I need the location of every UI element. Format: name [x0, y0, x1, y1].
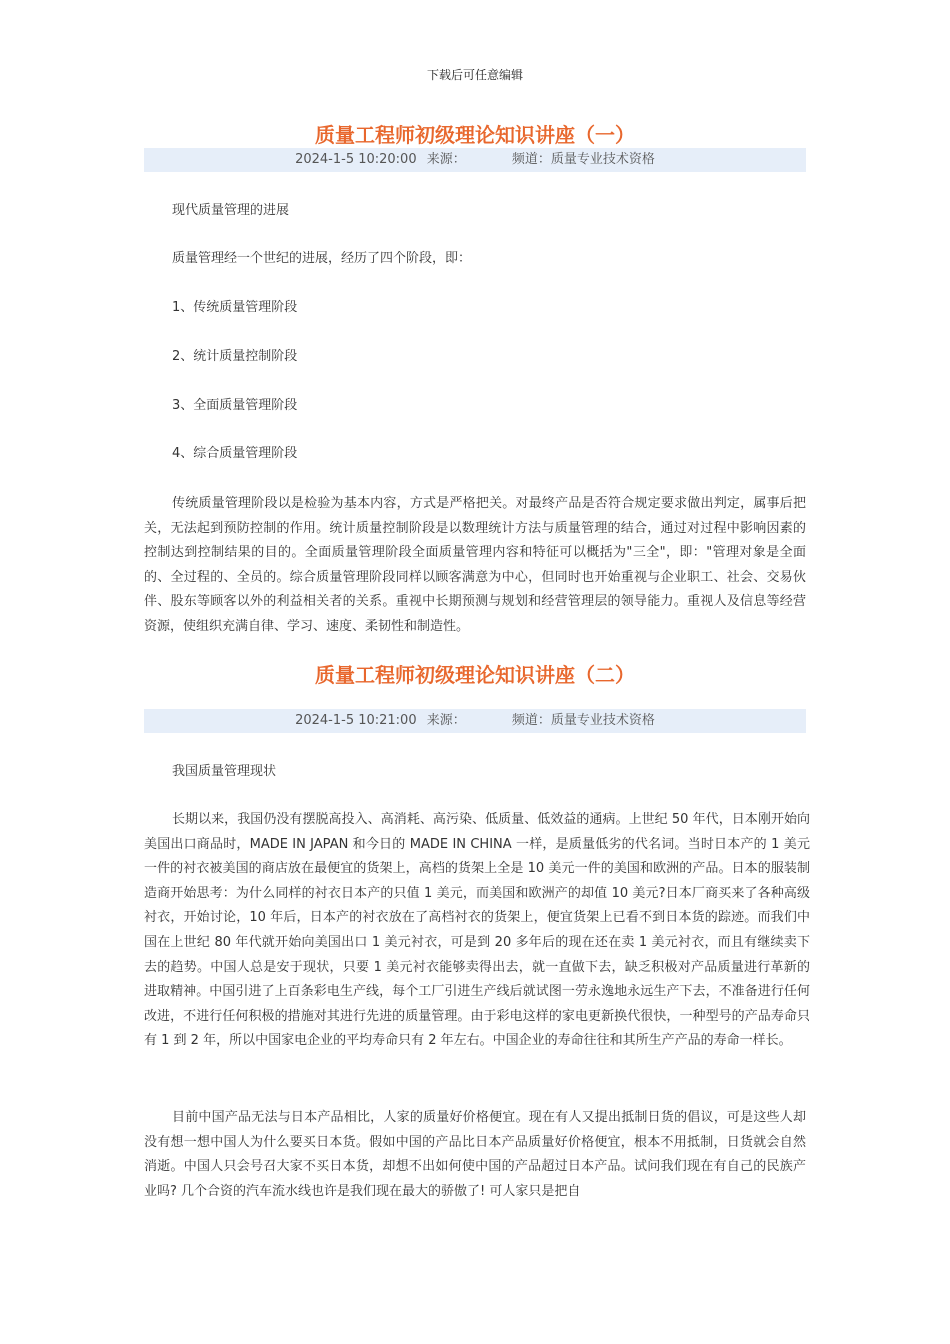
list-item: 4、综合质量管理阶段 [172, 446, 298, 461]
article-datetime: 2024-1-5 10:21:00 [295, 713, 417, 728]
paragraph: 质量管理经一个世纪的进展，经历了四个阶段，即： [172, 251, 472, 266]
paragraph: 我国质量管理现状 [172, 764, 277, 779]
article-meta-bar [144, 709, 806, 733]
article-meta-bar [144, 148, 806, 172]
paragraph: 现代质量管理的进展 [172, 203, 290, 218]
article-datetime: 2024-1-5 10:20:00 [295, 152, 417, 167]
article-channel: 频道：质量专业技术资格 [511, 713, 655, 728]
article-title: 质量工程师初级理论知识讲座（一） [315, 123, 635, 147]
article-1 [144, 122, 806, 172]
list-item: 1、传统质量管理阶段 [172, 300, 298, 315]
list-item: 2、统计质量控制阶段 [172, 349, 298, 364]
paragraph: 长期以来，我国仍没有摆脱高投入、高消耗、高污染、低质量、低效益的通病。上世纪 50 年代，日本刚开始向美国出口商品时，MADE IN JAPAN 和今日的 MADE IN CHINA 一样，是质量低劣的代名词。当时日本产的 1 美元一件的衬衣被美国的商店放在最便宜的货架上，高档的货架上全是 10 美元一件的美国和欧洲的产品。日本的服装制造商开始思考：为什么同样的衬衣日本产的只值 1 美元，而美国和欧洲产的却值 10 美元?日本厂商买来了各种高级衬衣，开始讨论，10 年后，日本产的衬衣放在了高档衬衣的货架上，便宜货架上已看不到日本货的踪迹。而我们中国在上世纪 80 年代就开始向美国出口 1 美元衬衣，可是到 20 多年后的现在还在卖 1 美元衬衣，而且有继续卖下去的趋势。中国人总是安于现状，只要 1 美元衬衣能够卖得出去，就一直做下去，缺乏积极对产品质量进行革新的进取精神。中国引进了上百条彩电生产线，每个工厂引进生产线后就试图一劳永逸地永远生产下去，不准备进行任何改进，不进行任何积极的措施对其进行先进的质量管理。由于彩电这样的家电更新换代很快，一种型号的产品寿命只有 1 到 2 年，所以中国家电企业的平均寿命只有 2 年左右。中国企业的寿命往往和其所生产产品的寿命一样长。 [144, 812, 810, 1049]
article-title: 质量工程师初级理论知识讲座（二） [315, 663, 635, 687]
paragraph: 目前中国产品无法与日本产品相比，人家的质量好价格便宜。现在有人又提出抵制日货的倡议，可是这些人却没有想一想中国人为什么要买日本货。假如中国的产品比日本产品质量好价格便宜，根本不用抵制，日货就会自然消逝。中国人只会号召大家不买日本货，却想不出如何使中国的产品超过日本产品。试问我们现在有自己的民族产业吗? 几个合资的汽车流水线也许是我们现在最大的骄傲了! 可人家只是把自 [144, 1110, 806, 1199]
paragraph: 传统质量管理阶段以是检验为基本内容，方式是严格把关。对最终产品是否符合规定要求做出判定，属事后把关，无法起到预防控制的作用。统计质量控制阶段是以数理统计方法与质量管理的结合，通过对过程中影响因素的控制达到控制结果的目的。全面质量管理阶段全面质量管理内容和特征可以概括为"三全"，即："管理对象是全面的、全过程的、全员的。综合质量管理阶段同样以顾客满意为中心，但同时也开始重视与企业职工、社会、交易伙伴、股东等顾客以外的利益相关者的关系。重视中长期预测与规划和经营管理层的领导能力。重视人及信息等经营资源，使组织充满自律、学习、速度、柔韧性和制造性。 [144, 496, 806, 634]
download-note: 下载后可任意编辑 [426, 68, 523, 82]
list-item: 3、全面质量管理阶段 [172, 398, 298, 413]
article-source-label: 来源： [426, 713, 466, 728]
article-channel: 频道：质量专业技术资格 [511, 152, 655, 167]
article-source-label: 来源： [426, 152, 466, 167]
article-2 [144, 662, 806, 733]
